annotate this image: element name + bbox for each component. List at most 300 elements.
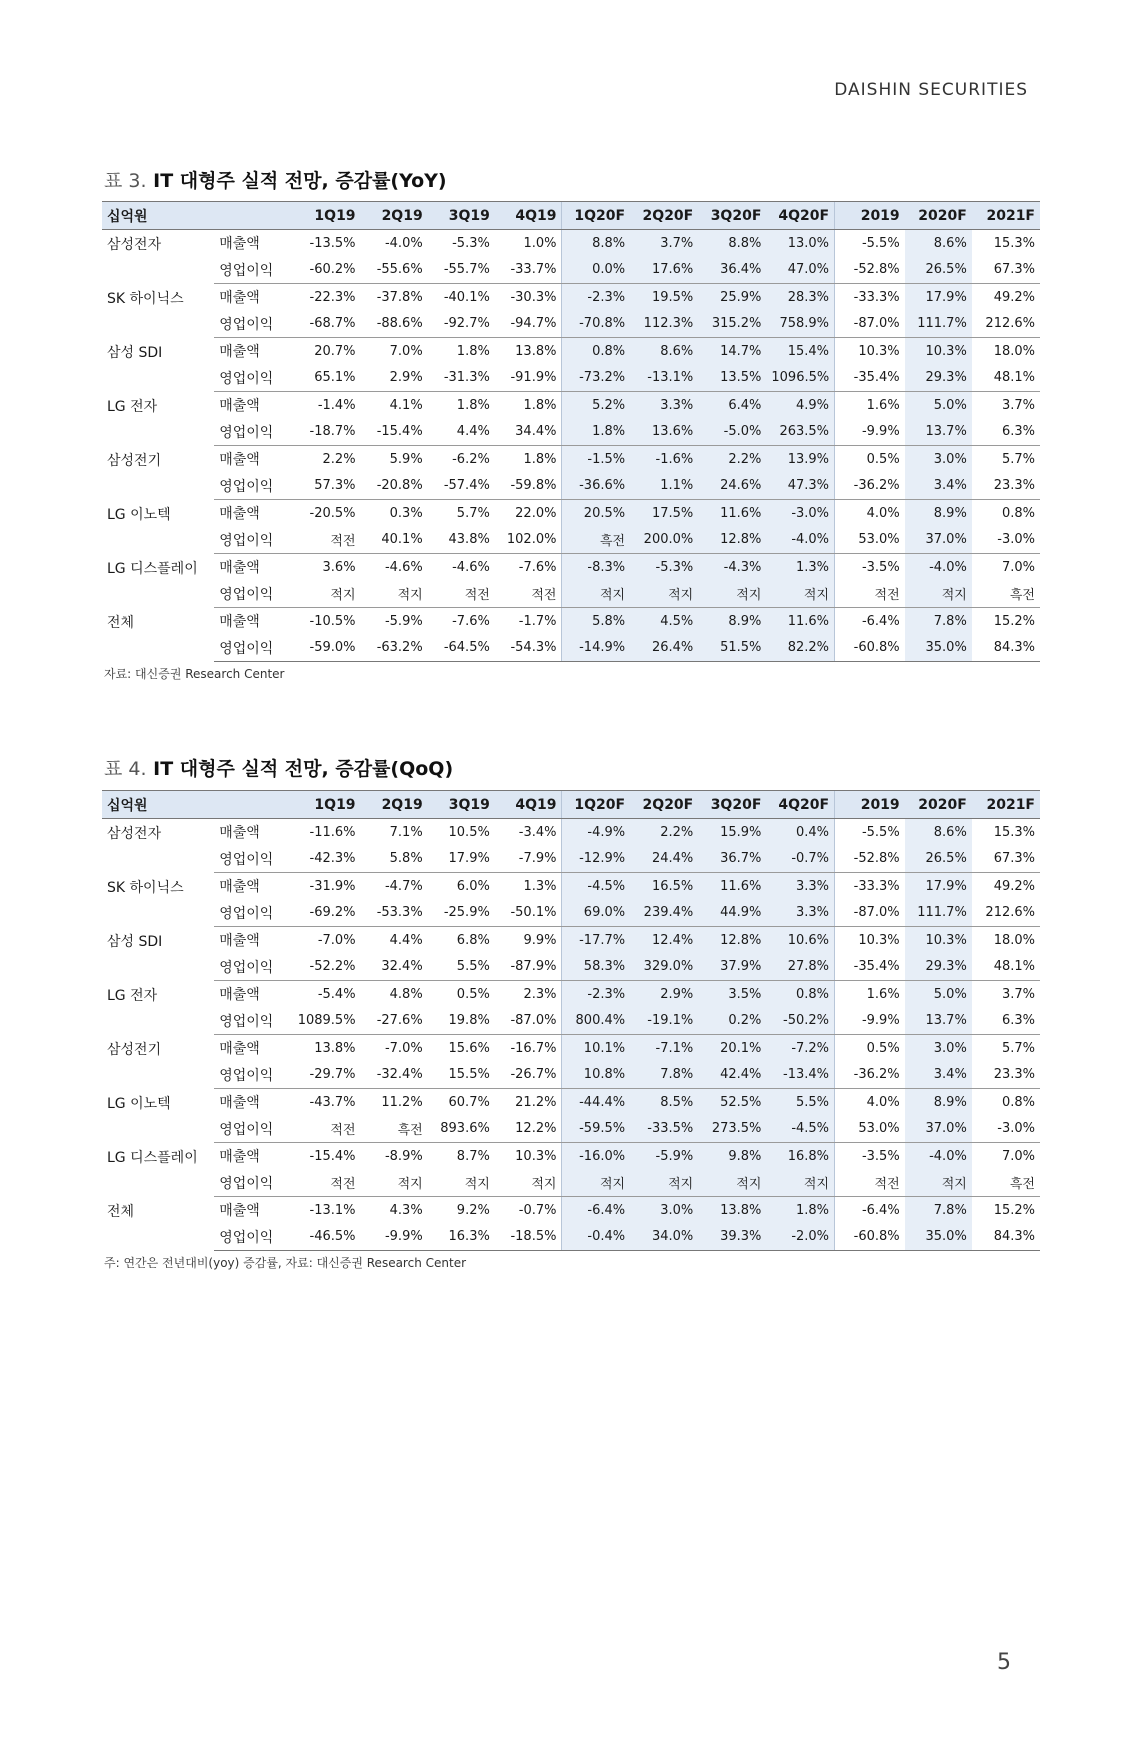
- value-cell: -27.6%: [361, 1008, 428, 1035]
- value-cell: 49.2%: [993, 878, 1035, 894]
- value-cell: 1.0%: [523, 235, 557, 251]
- value-cell: -3.0%: [766, 500, 834, 527]
- value-cell: -5.3%: [452, 235, 490, 251]
- value-cell: -50.2%: [766, 1008, 834, 1035]
- company-name: LG 전자: [107, 987, 158, 1004]
- value-cell: -17.7%: [562, 927, 630, 954]
- value-cell: -60.8%: [835, 1224, 905, 1251]
- value-cell: 3.3%: [766, 900, 834, 927]
- value-cell: 67.3%: [972, 846, 1040, 873]
- value-cell: -44.4%: [562, 1089, 630, 1116]
- item-label: 영업이익: [214, 257, 291, 284]
- value-cell: -4.0%: [766, 527, 834, 554]
- value-cell: 8.9%: [698, 608, 766, 635]
- value-cell: 13.8%: [698, 1197, 766, 1224]
- column-header: 2020F: [905, 791, 972, 819]
- column-header: 2Q20F: [630, 791, 698, 819]
- value-cell: 11.2%: [381, 1094, 423, 1110]
- value-cell: 9.9%: [523, 932, 557, 948]
- value-cell: -42.3%: [291, 846, 360, 873]
- value-cell: -7.0%: [317, 932, 356, 948]
- company-name: 삼성전기: [107, 452, 162, 469]
- table4-source: 주: 연간은 전년대비(yoy) 증감률, 자료: 대신증권 Research Center: [104, 1256, 467, 1270]
- value-cell: -25.9%: [428, 900, 495, 927]
- company-name: SK 하이닉스: [107, 290, 184, 307]
- value-cell: 8.6%: [905, 819, 972, 846]
- value-cell: -4.5%: [562, 873, 630, 900]
- table3-number: 표 3.: [104, 170, 147, 192]
- value-cell: 7.1%: [389, 824, 423, 840]
- value-cell: 15.3%: [993, 824, 1035, 840]
- value-cell: 8.5%: [630, 1089, 698, 1116]
- value-cell: 47.3%: [766, 473, 834, 500]
- value-cell: 58.3%: [562, 954, 630, 981]
- value-cell: -1.6%: [630, 446, 698, 473]
- value-cell: -20.5%: [309, 505, 356, 521]
- value-cell: 5.7%: [1001, 451, 1035, 467]
- value-cell: 18.0%: [993, 932, 1035, 948]
- value-cell: 0.0%: [562, 257, 630, 284]
- value-cell: 3.7%: [630, 230, 698, 257]
- value-cell: 적지: [562, 1170, 630, 1197]
- value-cell: -19.1%: [630, 1008, 698, 1035]
- value-cell: 212.6%: [972, 311, 1040, 338]
- page-number: 5: [997, 1650, 1011, 1675]
- value-cell: 적지: [361, 581, 428, 608]
- value-cell: 20.5%: [562, 500, 630, 527]
- value-cell: 2.9%: [630, 981, 698, 1008]
- value-cell: -16.7%: [510, 1040, 557, 1056]
- value-cell: 28.3%: [766, 284, 834, 311]
- item-label: 영업이익: [214, 954, 291, 981]
- column-header: 1Q19: [291, 791, 360, 819]
- value-cell: 12.2%: [495, 1116, 562, 1143]
- value-cell: 26.4%: [630, 635, 698, 662]
- value-cell: -15.4%: [309, 1148, 356, 1164]
- value-cell: 4.9%: [766, 392, 834, 419]
- value-cell: 0.5%: [835, 1035, 905, 1062]
- value-cell: -7.6%: [518, 559, 557, 575]
- column-header: 2019: [835, 202, 905, 230]
- value-cell: 6.8%: [456, 932, 490, 948]
- value-cell: -29.7%: [291, 1062, 360, 1089]
- value-cell: 13.7%: [905, 1008, 972, 1035]
- value-cell: 34.0%: [630, 1224, 698, 1251]
- value-cell: -1.4%: [317, 397, 356, 413]
- value-cell: 8.8%: [698, 230, 766, 257]
- value-cell: 43.8%: [428, 527, 495, 554]
- value-cell: 6.0%: [456, 878, 490, 894]
- value-cell: 적지: [291, 581, 360, 608]
- value-cell: 0.5%: [456, 986, 490, 1002]
- value-cell: 3.4%: [905, 1062, 972, 1089]
- value-cell: 20.7%: [314, 343, 356, 359]
- value-cell: 흑전: [361, 1116, 428, 1143]
- value-cell: 84.3%: [972, 635, 1040, 662]
- value-cell: 적지: [630, 1170, 698, 1197]
- table-row: [102, 581, 1040, 608]
- value-cell: -7.9%: [495, 846, 562, 873]
- item-label: 영업이익: [214, 1008, 291, 1035]
- table-row: [102, 392, 1040, 419]
- value-cell: 9.2%: [456, 1202, 490, 1218]
- value-cell: -33.7%: [495, 257, 562, 284]
- value-cell: 5.7%: [1001, 1040, 1035, 1056]
- value-cell: 적지: [562, 581, 630, 608]
- value-cell: 12.8%: [698, 527, 766, 554]
- value-cell: 51.5%: [698, 635, 766, 662]
- value-cell: 32.4%: [361, 954, 428, 981]
- column-header: 4Q19: [495, 202, 562, 230]
- value-cell: -52.2%: [291, 954, 360, 981]
- table-row: [102, 500, 1040, 527]
- value-cell: 20.1%: [698, 1035, 766, 1062]
- table3-title-text: IT 대형주 실적 전망, 증감률(YoY): [153, 170, 447, 192]
- value-cell: -7.1%: [630, 1035, 698, 1062]
- value-cell: -9.9%: [835, 419, 905, 446]
- value-cell: 2.2%: [322, 451, 356, 467]
- value-cell: -3.5%: [835, 1143, 905, 1170]
- item-label: 영업이익: [214, 1170, 291, 1197]
- value-cell: 39.3%: [698, 1224, 766, 1251]
- value-cell: 4.4%: [428, 419, 495, 446]
- value-cell: -87.0%: [835, 311, 905, 338]
- item-label: 영업이익: [214, 365, 291, 392]
- company-name: LG 이노텍: [107, 1095, 171, 1112]
- value-cell: 4.8%: [389, 986, 423, 1002]
- value-cell: 0.8%: [562, 338, 630, 365]
- value-cell: -13.1%: [309, 1202, 356, 1218]
- value-cell: -6.4%: [835, 1197, 905, 1224]
- table-row: [102, 527, 1040, 554]
- value-cell: -52.8%: [835, 257, 905, 284]
- value-cell: 11.6%: [766, 608, 834, 635]
- value-cell: 23.3%: [972, 1062, 1040, 1089]
- value-cell: 22.0%: [515, 505, 557, 521]
- table-row: [102, 819, 1040, 846]
- value-cell: -31.3%: [428, 365, 495, 392]
- value-cell: -36.6%: [562, 473, 630, 500]
- value-cell: 3.4%: [905, 473, 972, 500]
- value-cell: 15.6%: [448, 1040, 490, 1056]
- value-cell: -6.4%: [835, 608, 905, 635]
- value-cell: -60.8%: [835, 635, 905, 662]
- table-row: [102, 954, 1040, 981]
- value-cell: -4.6%: [384, 559, 423, 575]
- item-label: 매출액: [219, 506, 260, 523]
- value-cell: 35.0%: [905, 635, 972, 662]
- value-cell: -59.8%: [495, 473, 562, 500]
- column-header: 2Q19: [361, 202, 428, 230]
- value-cell: 0.3%: [389, 505, 423, 521]
- value-cell: -18.5%: [495, 1224, 562, 1251]
- value-cell: -43.7%: [309, 1094, 356, 1110]
- value-cell: 4.0%: [835, 500, 905, 527]
- value-cell: -35.4%: [835, 954, 905, 981]
- value-cell: 3.6%: [322, 559, 356, 575]
- value-cell: -9.9%: [361, 1224, 428, 1251]
- company-name: LG 디스플레이: [107, 1149, 198, 1166]
- value-cell: 적전: [291, 527, 360, 554]
- value-cell: -55.7%: [428, 257, 495, 284]
- value-cell: 48.1%: [972, 954, 1040, 981]
- value-cell: 47.0%: [766, 257, 834, 284]
- value-cell: 3.0%: [905, 446, 972, 473]
- value-cell: 9.8%: [698, 1143, 766, 1170]
- column-header: 4Q19: [495, 791, 562, 819]
- table3-yoy: [102, 201, 1040, 662]
- value-cell: 4.0%: [835, 1089, 905, 1116]
- value-cell: 15.4%: [766, 338, 834, 365]
- value-cell: 8.6%: [905, 230, 972, 257]
- value-cell: -1.5%: [562, 446, 630, 473]
- company-name: 삼성 SDI: [107, 344, 163, 361]
- value-cell: 6.3%: [972, 419, 1040, 446]
- value-cell: 0.8%: [1001, 505, 1035, 521]
- table-row: [102, 1116, 1040, 1143]
- value-cell: 0.8%: [766, 981, 834, 1008]
- value-cell: 36.4%: [698, 257, 766, 284]
- brand-name: DAISHIN SECURITIES: [834, 80, 1028, 100]
- value-cell: -13.4%: [766, 1062, 834, 1089]
- value-cell: -4.0%: [384, 235, 423, 251]
- value-cell: -59.0%: [291, 635, 360, 662]
- value-cell: -37.8%: [376, 289, 423, 305]
- value-cell: 12.8%: [698, 927, 766, 954]
- value-cell: 53.0%: [835, 527, 905, 554]
- value-cell: 2.2%: [698, 446, 766, 473]
- value-cell: -3.4%: [518, 824, 557, 840]
- value-cell: 5.7%: [456, 505, 490, 521]
- value-cell: 적전: [835, 581, 905, 608]
- value-cell: -4.0%: [905, 1143, 972, 1170]
- column-header: 2Q20F: [630, 202, 698, 230]
- item-label: 매출액: [219, 236, 260, 253]
- value-cell: 0.8%: [1001, 1094, 1035, 1110]
- value-cell: -1.7%: [518, 613, 557, 629]
- value-cell: -13.5%: [309, 235, 356, 251]
- value-cell: 36.7%: [698, 846, 766, 873]
- value-cell: 1096.5%: [766, 365, 834, 392]
- column-header: 3Q20F: [698, 202, 766, 230]
- value-cell: 11.6%: [698, 500, 766, 527]
- column-header: 2019: [835, 791, 905, 819]
- value-cell: 2.2%: [630, 819, 698, 846]
- value-cell: -88.6%: [361, 311, 428, 338]
- value-cell: 26.5%: [905, 846, 972, 873]
- value-cell: -64.5%: [428, 635, 495, 662]
- item-label: 매출액: [219, 1095, 260, 1112]
- value-cell: 1.8%: [523, 397, 557, 413]
- value-cell: -7.2%: [766, 1035, 834, 1062]
- value-cell: -18.7%: [291, 419, 360, 446]
- value-cell: 13.8%: [515, 343, 557, 359]
- value-cell: 65.1%: [291, 365, 360, 392]
- table-row: [102, 257, 1040, 284]
- value-cell: 10.3%: [835, 338, 905, 365]
- value-cell: 52.5%: [698, 1089, 766, 1116]
- value-cell: -57.4%: [428, 473, 495, 500]
- value-cell: 10.5%: [448, 824, 490, 840]
- value-cell: 49.2%: [993, 289, 1035, 305]
- value-cell: 112.3%: [630, 311, 698, 338]
- value-cell: 1.8%: [456, 397, 490, 413]
- table-row: [102, 1008, 1040, 1035]
- value-cell: 3.5%: [698, 981, 766, 1008]
- value-cell: -12.9%: [562, 846, 630, 873]
- value-cell: -5.4%: [317, 986, 356, 1002]
- value-cell: -3.0%: [972, 1116, 1040, 1143]
- value-cell: 1.8%: [562, 419, 630, 446]
- value-cell: -3.0%: [972, 527, 1040, 554]
- value-cell: -60.2%: [291, 257, 360, 284]
- company-name: LG 전자: [107, 398, 158, 415]
- value-cell: -4.0%: [905, 554, 972, 581]
- value-cell: -7.0%: [384, 1040, 423, 1056]
- value-cell: -87.0%: [835, 900, 905, 927]
- value-cell: -8.9%: [384, 1148, 423, 1164]
- value-cell: 5.8%: [562, 608, 630, 635]
- item-label: 영업이익: [214, 527, 291, 554]
- item-label: 매출액: [219, 1041, 260, 1058]
- value-cell: 16.3%: [428, 1224, 495, 1251]
- value-cell: -33.3%: [835, 284, 905, 311]
- value-cell: 5.5%: [766, 1089, 834, 1116]
- value-cell: 34.4%: [495, 419, 562, 446]
- value-cell: -4.7%: [384, 878, 423, 894]
- value-cell: 15.2%: [993, 1202, 1035, 1218]
- value-cell: 적지: [905, 581, 972, 608]
- value-cell: 5.2%: [562, 392, 630, 419]
- value-cell: -92.7%: [428, 311, 495, 338]
- table-row: [102, 230, 1040, 257]
- table-row: [102, 1062, 1040, 1089]
- value-cell: -35.4%: [835, 365, 905, 392]
- value-cell: -5.3%: [630, 554, 698, 581]
- company-name: LG 이노텍: [107, 506, 171, 523]
- item-label: 매출액: [219, 560, 260, 577]
- value-cell: 15.9%: [698, 819, 766, 846]
- value-cell: 1.6%: [835, 981, 905, 1008]
- value-cell: 7.0%: [1001, 1148, 1035, 1164]
- value-cell: -26.7%: [495, 1062, 562, 1089]
- item-label: 영업이익: [214, 846, 291, 873]
- value-cell: 17.9%: [905, 873, 972, 900]
- value-cell: 적지: [905, 1170, 972, 1197]
- value-cell: 800.4%: [562, 1008, 630, 1035]
- company-name: 전체: [107, 1203, 135, 1220]
- value-cell: 13.9%: [766, 446, 834, 473]
- value-cell: 2.9%: [361, 365, 428, 392]
- table3-source: 자료: 대신증권 Research Center: [104, 667, 285, 681]
- table-row: [102, 419, 1040, 446]
- value-cell: 19.5%: [630, 284, 698, 311]
- table-row: [102, 1143, 1040, 1170]
- value-cell: 5.8%: [361, 846, 428, 873]
- value-cell: -53.3%: [361, 900, 428, 927]
- value-cell: -20.8%: [361, 473, 428, 500]
- value-cell: 적전: [495, 581, 562, 608]
- header-row: [102, 202, 1040, 230]
- value-cell: 7.0%: [389, 343, 423, 359]
- value-cell: 적지: [698, 1170, 766, 1197]
- value-cell: 239.4%: [630, 900, 698, 927]
- item-label: 매출액: [219, 290, 260, 307]
- value-cell: 893.6%: [428, 1116, 495, 1143]
- value-cell: -15.4%: [361, 419, 428, 446]
- value-cell: 25.9%: [698, 284, 766, 311]
- value-cell: -46.5%: [291, 1224, 360, 1251]
- value-cell: 273.5%: [698, 1116, 766, 1143]
- value-cell: 적지: [428, 1170, 495, 1197]
- value-cell: -59.5%: [562, 1116, 630, 1143]
- header-row: [102, 791, 1040, 819]
- company-name: 삼성전기: [107, 1041, 162, 1058]
- value-cell: -87.0%: [495, 1008, 562, 1035]
- value-cell: 적전: [291, 1170, 360, 1197]
- company-name: LG 디스플레이: [107, 560, 198, 577]
- value-cell: -40.1%: [443, 289, 490, 305]
- value-cell: 1.8%: [766, 1197, 834, 1224]
- value-cell: 3.0%: [630, 1197, 698, 1224]
- value-cell: -9.9%: [835, 1008, 905, 1035]
- value-cell: 적지: [361, 1170, 428, 1197]
- value-cell: 53.0%: [835, 1116, 905, 1143]
- table-row: [102, 284, 1040, 311]
- value-cell: 흑전: [972, 581, 1040, 608]
- table-row: [102, 846, 1040, 873]
- value-cell: 1.3%: [766, 554, 834, 581]
- value-cell: 60.7%: [448, 1094, 490, 1110]
- value-cell: -52.8%: [835, 846, 905, 873]
- value-cell: -36.2%: [835, 473, 905, 500]
- value-cell: 7.8%: [905, 608, 972, 635]
- table-row: [102, 365, 1040, 392]
- value-cell: 1.8%: [456, 343, 490, 359]
- value-cell: 111.7%: [905, 311, 972, 338]
- value-cell: 5.9%: [389, 451, 423, 467]
- value-cell: 5.0%: [905, 981, 972, 1008]
- value-cell: 13.8%: [314, 1040, 356, 1056]
- value-cell: 35.0%: [905, 1224, 972, 1251]
- value-cell: 102.0%: [495, 527, 562, 554]
- value-cell: 흑전: [562, 527, 630, 554]
- value-cell: 17.9%: [905, 284, 972, 311]
- value-cell: 10.6%: [766, 927, 834, 954]
- value-cell: 37.0%: [905, 527, 972, 554]
- table4-number: 표 4.: [104, 758, 147, 780]
- table-row: [102, 873, 1040, 900]
- value-cell: 적지: [766, 1170, 834, 1197]
- value-cell: -14.9%: [562, 635, 630, 662]
- value-cell: 8.7%: [456, 1148, 490, 1164]
- table4-qoq: [102, 790, 1040, 1251]
- value-cell: -16.0%: [562, 1143, 630, 1170]
- value-cell: 8.9%: [905, 1089, 972, 1116]
- value-cell: 16.8%: [766, 1143, 834, 1170]
- column-header: 3Q20F: [698, 791, 766, 819]
- value-cell: -0.4%: [562, 1224, 630, 1251]
- value-cell: -30.3%: [510, 289, 557, 305]
- value-cell: 13.6%: [630, 419, 698, 446]
- value-cell: 24.4%: [630, 846, 698, 873]
- value-cell: 263.5%: [766, 419, 834, 446]
- column-header: 2021F: [972, 791, 1040, 819]
- value-cell: 10.1%: [562, 1035, 630, 1062]
- value-cell: 200.0%: [630, 527, 698, 554]
- company-name: 삼성 SDI: [107, 933, 163, 950]
- table4-title-text: IT 대형주 실적 전망, 증감률(QoQ): [153, 758, 454, 780]
